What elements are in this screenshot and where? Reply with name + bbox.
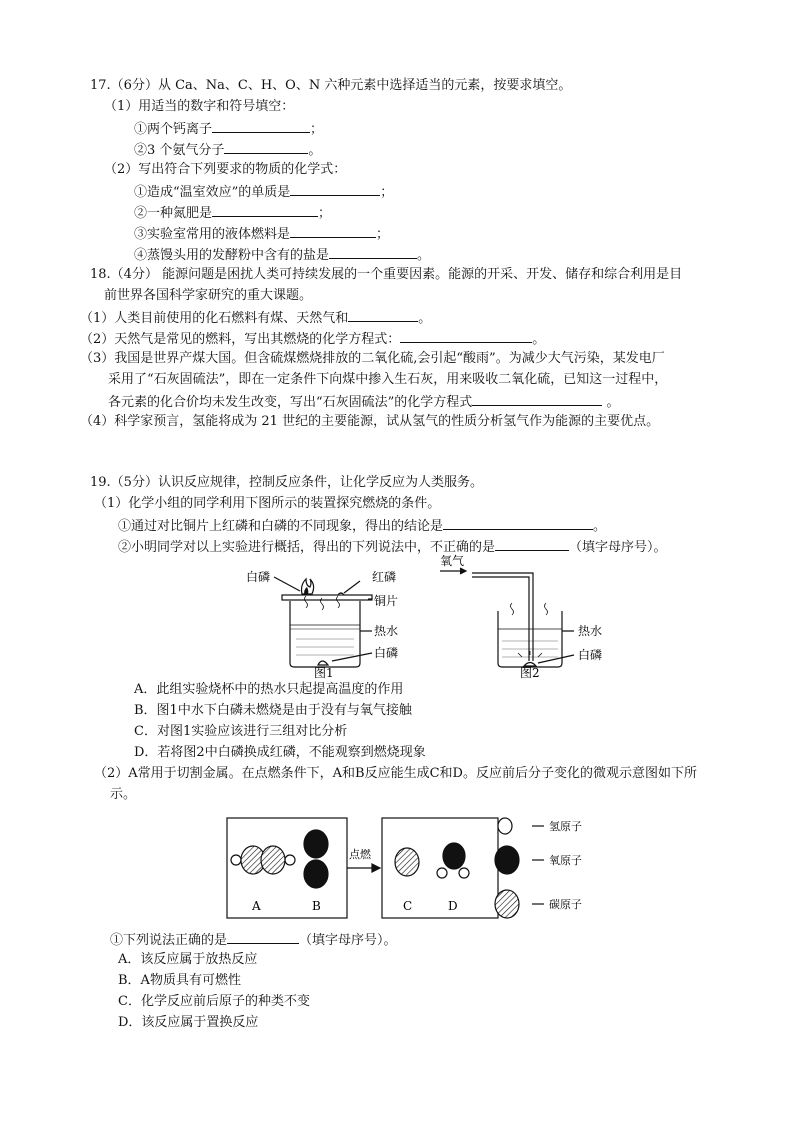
punct: 。 bbox=[308, 143, 322, 158]
molecule-d-label: D bbox=[448, 899, 458, 913]
q18-part2-text: （2）天然气是常见的燃料，写出其燃烧的化学方程式： bbox=[80, 332, 401, 347]
answer-blank[interactable] bbox=[400, 329, 532, 343]
q19-2-option-a: A．该反应属于放热反应 bbox=[118, 952, 258, 967]
q19-item-1a bbox=[118, 516, 606, 536]
legend-oxygen-icon bbox=[495, 846, 519, 874]
q17-item-1a-text: ①两个钙离子 bbox=[134, 122, 213, 137]
answer-blank[interactable] bbox=[212, 203, 318, 217]
punct: 。 bbox=[593, 519, 607, 534]
punct: ； bbox=[318, 206, 332, 221]
punct: 。 bbox=[606, 395, 620, 410]
fig2-hot-water-label: 热水 bbox=[578, 624, 603, 638]
answer-blank[interactable] bbox=[443, 516, 593, 530]
q17-item-2a bbox=[134, 182, 393, 202]
molecule-a-label: A bbox=[252, 899, 261, 913]
answer-blank[interactable] bbox=[290, 182, 380, 196]
answer-blank[interactable] bbox=[472, 392, 602, 406]
q19-part2-line1: （2）A常用于切割金属。在点燃条件下，A和B反应能生成C和D。反应前后分子变化的微观示意图如下所 bbox=[94, 766, 697, 781]
hydrogen-atom-icon bbox=[459, 868, 469, 878]
q19-option-c: C．对图1实验应该进行三组对比分析 bbox=[134, 724, 348, 739]
q19-item-2a-text: ①下列说法正确的是 bbox=[110, 933, 228, 948]
q17-item-2d-text: ④蒸馒头用的发酵粉中含有的盐是 bbox=[134, 248, 330, 263]
q18-part3-line2: 采用了“石灰固硫法”，即在一定条件下向煤中掺入生石灰，用来吸收二氧化硫，已知这一过程中， bbox=[108, 372, 668, 387]
carbon-atom-icon bbox=[261, 846, 285, 874]
hydrogen-atom-icon bbox=[437, 868, 447, 878]
q17-item-2a-text: ①造成“温室效应”的单质是 bbox=[134, 185, 291, 200]
oxygen-atom-icon bbox=[304, 830, 328, 858]
hydrogen-atom-icon bbox=[231, 855, 241, 865]
q17-part2: （2）写出符合下列要求的物质的化学式： bbox=[104, 162, 347, 177]
answer-blank[interactable] bbox=[224, 140, 308, 154]
q18-stem-line1: 18.（4分） 能源问题是困扰人类可持续发展的一个重要因素。能源的开采、开发、储存和综合利用是目 bbox=[90, 267, 683, 282]
q17-stem: 17.（6分）从 Ca、Na、C、H、O、N 六种元素中选择适当的元素，按要求填空。 bbox=[90, 78, 572, 93]
q17-item-1a bbox=[134, 119, 323, 139]
fig2-oxygen-label: 氧气 bbox=[440, 554, 465, 568]
q17-item-2c-text: ③实验室常用的液体燃料是 bbox=[134, 227, 291, 242]
oxygen-atom-icon bbox=[304, 860, 328, 888]
copper-plate bbox=[282, 595, 372, 600]
fig2-caption: 图2 bbox=[520, 666, 540, 680]
carbon-atom-icon bbox=[395, 848, 419, 876]
answer-blank[interactable] bbox=[495, 537, 569, 551]
fig2-white-p-label: 白磷 bbox=[578, 648, 603, 662]
ignite-arrow-label: 点燃 bbox=[349, 848, 371, 861]
q19-part2-line2: 示。 bbox=[110, 787, 137, 802]
q19-2-option-c: C．化学反应前后原子的种类不变 bbox=[118, 994, 310, 1009]
answer-blank[interactable] bbox=[212, 119, 310, 133]
legend-carbon-icon bbox=[495, 890, 519, 918]
q17-item-2b bbox=[134, 203, 331, 223]
punct: 。 bbox=[532, 332, 546, 347]
q19-option-b: B．图1中水下白磷未燃烧是由于没有与氧气接触 bbox=[134, 703, 412, 718]
punct: ； bbox=[380, 185, 394, 200]
q18-part3-line1: （3）我国是世界产煤大国。但含硫煤燃烧排放的二氧化硫,会引起“酸雨”。为减少大气污染，某发电厂 bbox=[80, 351, 665, 366]
molecule-c-label: C bbox=[403, 899, 413, 913]
fig1-white-p-bottom-label: 白磷 bbox=[374, 646, 399, 660]
q18-part3-line3 bbox=[108, 392, 619, 412]
q19-2-option-b: B．A物质具有可燃性 bbox=[118, 973, 241, 988]
combustion-apparatus-figure bbox=[240, 553, 620, 681]
q18-part1 bbox=[80, 308, 431, 328]
q17-item-2c bbox=[134, 224, 389, 244]
q19-option-d: D．若将图2中白磷换成红磷，不能观察到燃烧现象 bbox=[134, 745, 426, 760]
legend-hydrogen-icon bbox=[498, 818, 512, 834]
q18-part3-line3-text: 各元素的化合价均未发生改变，写出“石灰固硫法”的化学方程式 bbox=[108, 395, 473, 410]
q19-item-2a bbox=[110, 930, 397, 950]
legend-hydrogen-label: 氢原子 bbox=[549, 820, 582, 833]
q18-part1-text: （1）人类目前使用的化石燃料有煤、天然气和 bbox=[80, 311, 349, 326]
q19-item-2a-tail: （填字母序号）。 bbox=[299, 933, 397, 948]
hydrogen-atom-icon bbox=[285, 855, 295, 865]
q18-part4: （4）科学家预言，氢能将成为 21 世纪的主要能源，试从氢气的性质分析氢气作为能源的主要优点。 bbox=[80, 414, 660, 429]
fig1-white-p-top-label: 白磷 bbox=[246, 570, 271, 584]
q17-item-2b-text: ②一种氮肥是 bbox=[134, 206, 213, 221]
q19-part1: （1）化学小组的同学利用下图所示的装置探究燃烧的条件。 bbox=[94, 496, 441, 511]
legend-oxygen-label: 氧原子 bbox=[549, 854, 582, 867]
q17-item-2d bbox=[134, 245, 430, 265]
q17-item-1b-text: ②3 个氨气分子 bbox=[134, 143, 225, 158]
oxygen-atom-icon bbox=[443, 843, 465, 869]
fig1-copper-label: 铜片 bbox=[374, 594, 399, 608]
q19-stem: 19.（5分）认识反应规律，控制反应条件，让化学反应为人类服务。 bbox=[90, 475, 483, 490]
punct: 。 bbox=[417, 248, 431, 263]
q19-item-1b-tail: （填字母序号）。 bbox=[569, 540, 667, 555]
punct: 。 bbox=[418, 311, 432, 326]
fig1-caption: 图1 bbox=[314, 666, 334, 680]
answer-blank[interactable] bbox=[329, 245, 417, 259]
answer-blank[interactable] bbox=[348, 308, 418, 322]
fig1-hot-water-label: 热水 bbox=[374, 624, 399, 638]
answer-blank[interactable] bbox=[290, 224, 376, 238]
molecule-b-label: B bbox=[312, 899, 321, 913]
q17-part1: （1）用适当的数字和符号填空： bbox=[104, 99, 295, 114]
punct: ； bbox=[376, 227, 390, 242]
q18-part2 bbox=[80, 329, 545, 349]
q19-option-a: A．此组实验烧杯中的热水只起提高温度的作用 bbox=[134, 682, 404, 697]
q19-item-1b-text: ②小明同学对以上实验进行概括，得出的下列说法中，不正确的是 bbox=[118, 540, 496, 555]
fig1-red-p-label: 红磷 bbox=[372, 570, 397, 584]
punct: ； bbox=[310, 122, 324, 137]
beaker-2 bbox=[498, 611, 562, 667]
molecular-reaction-diagram bbox=[222, 810, 602, 922]
answer-blank[interactable] bbox=[227, 930, 299, 944]
q17-item-1b bbox=[134, 140, 321, 160]
legend-carbon-label: 碳原子 bbox=[549, 898, 582, 911]
q19-item-1a-text: ①通过对比铜片上红磷和白磷的不同现象，得出的结论是 bbox=[118, 519, 444, 534]
q19-2-option-d: D．该反应属于置换反应 bbox=[118, 1015, 259, 1030]
q18-stem-line2: 前世界各国科学家研究的重大课题。 bbox=[104, 288, 313, 303]
